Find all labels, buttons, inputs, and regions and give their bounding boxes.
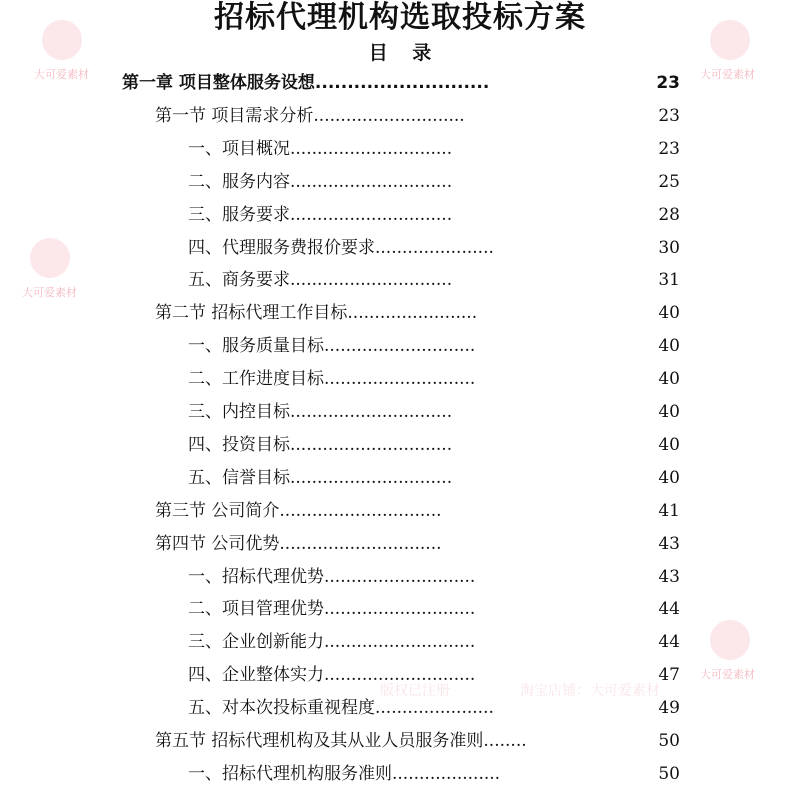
toc-entry	[188, 233, 494, 263]
toc-entry	[188, 562, 475, 592]
toc-leader-dots: ........................	[347, 303, 478, 324]
toc-leader-dots: ....................	[392, 763, 501, 784]
toc-leader-dots: ............................	[324, 599, 476, 620]
toc-page-number: 44	[658, 632, 680, 653]
toc-leader-dots: ..............................	[279, 500, 442, 521]
toc-entry-label: 三、企业创新能力	[188, 632, 324, 653]
toc-entry	[188, 660, 475, 690]
toc-leader-dots: ............................	[324, 336, 476, 357]
toc-page-number: 40	[658, 369, 680, 390]
toc-entry-label: 第五节 招标代理机构及其从业人员服务准则	[155, 731, 484, 751]
toc-page-number: 47	[658, 665, 680, 686]
toc-entry	[188, 331, 475, 361]
watermark-logo-label: 大可爱素材	[700, 668, 755, 681]
toc-heading: 目 录	[368, 42, 432, 64]
toc-entry	[188, 430, 452, 460]
toc-entry	[188, 463, 452, 493]
toc-entry-label: 三、内控目标	[188, 402, 290, 422]
toc-entry-label: 第四节 公司优势	[155, 533, 280, 554]
toc-leader-dots: ......................	[375, 698, 494, 719]
toc-page-number: 43	[658, 566, 680, 587]
toc-page-number: 28	[658, 204, 680, 225]
toc-entry	[188, 759, 500, 789]
toc-entry-label: 五、商务要求	[188, 270, 290, 291]
toc-entry	[188, 265, 452, 295]
toc-page-number: 49	[658, 698, 680, 719]
toc-leader-dots: ..............................	[290, 171, 453, 192]
toc-page-number: 31	[658, 270, 680, 291]
watermark-logo-icon	[710, 620, 750, 660]
toc-entry-label: 四、投资目标	[188, 434, 290, 455]
toc-entry-label: 第一章 项目整体服务设想	[122, 73, 315, 93]
toc-entry-label: 三、服务要求	[188, 204, 290, 225]
toc-leader-dots: ..............................	[290, 402, 453, 422]
toc-page-number: 43	[658, 533, 680, 554]
toc-entry-label: 第二节 招标代理工作目标	[155, 303, 348, 324]
toc-entry	[155, 101, 465, 131]
toc-page-number: 23	[656, 73, 680, 93]
toc-entry-label: 一、服务质量目标	[188, 336, 324, 357]
toc-leader-dots: ..............................	[290, 138, 453, 159]
toc-page-number: 50	[658, 763, 680, 784]
toc-entry	[155, 298, 477, 328]
toc-entry	[188, 167, 452, 197]
toc-entry-label: 二、服务内容	[188, 171, 290, 192]
toc-page-number: 40	[658, 434, 680, 455]
toc-entry-label: 一、项目概况	[188, 138, 290, 159]
toc-entry	[155, 529, 442, 559]
toc-page-number: 40	[658, 467, 680, 488]
toc-entry-label: 第三节 公司简介	[155, 500, 280, 521]
watermark-shop: 淘宝店铺：大可爱素材	[520, 683, 660, 699]
watermark-logo-label: 大可爱素材	[700, 68, 755, 81]
toc-page-number: 50	[658, 731, 680, 751]
toc-page-number: 30	[658, 237, 680, 258]
toc-leader-dots: ............................	[313, 105, 465, 126]
toc-leader-dots: ..............................	[290, 434, 453, 455]
toc-entry	[122, 68, 489, 98]
toc-leader-dots: ........	[483, 731, 527, 751]
toc-leader-dots: ............................	[324, 369, 476, 390]
toc-entry	[188, 627, 475, 657]
toc-entry	[155, 496, 442, 526]
toc-entry	[188, 594, 475, 624]
watermark-logo-label: 大可爱素材	[34, 68, 89, 81]
document-title: 招标代理机构选取投标方案	[214, 0, 586, 35]
toc-leader-dots: ..............................	[290, 270, 453, 291]
toc-entry-label: 四、企业整体实力	[188, 665, 324, 686]
toc-leader-dots: ..............................	[279, 533, 442, 554]
watermark-copyright: 版权已注册	[380, 683, 450, 699]
toc-page-number: 23	[658, 138, 680, 159]
toc-entry	[188, 397, 452, 427]
toc-entry	[188, 134, 452, 164]
toc-leader-dots: ...........................	[314, 73, 490, 93]
toc-entry-label: 一、招标代理优势	[188, 566, 324, 587]
toc-page-number: 40	[658, 402, 680, 422]
toc-leader-dots: ......................	[375, 237, 494, 258]
watermark-logo-icon	[30, 238, 70, 278]
toc-leader-dots: ..............................	[290, 467, 453, 488]
toc-entry	[188, 693, 494, 723]
toc-page-number: 40	[658, 336, 680, 357]
toc-entry-label: 一、招标代理机构服务准则	[188, 763, 392, 784]
toc-page-number: 40	[658, 303, 680, 324]
watermark-logo-label: 大可爱素材	[22, 286, 77, 299]
toc-leader-dots: ............................	[324, 665, 476, 686]
toc-entry-label: 五、信誉目标	[188, 467, 290, 488]
toc-leader-dots: ............................	[324, 566, 476, 587]
toc-entry-label: 四、代理服务费报价要求	[188, 237, 375, 258]
toc-page-number: 25	[658, 171, 680, 192]
toc-entry-label: 五、对本次投标重视程度	[188, 698, 375, 719]
toc-leader-dots: ..............................	[290, 204, 453, 225]
toc-entry-label: 二、工作进度目标	[188, 369, 324, 390]
toc-entry	[188, 364, 475, 394]
toc-page-number: 23	[658, 105, 680, 126]
toc-entry-label: 第一节 项目需求分析	[155, 105, 314, 126]
toc-entry-label: 二、项目管理优势	[188, 599, 324, 620]
toc-page-number: 41	[658, 500, 680, 521]
toc-entry	[155, 726, 527, 756]
toc-page-number: 44	[658, 599, 680, 620]
toc-leader-dots: ............................	[324, 632, 476, 653]
toc-entry	[188, 200, 452, 230]
